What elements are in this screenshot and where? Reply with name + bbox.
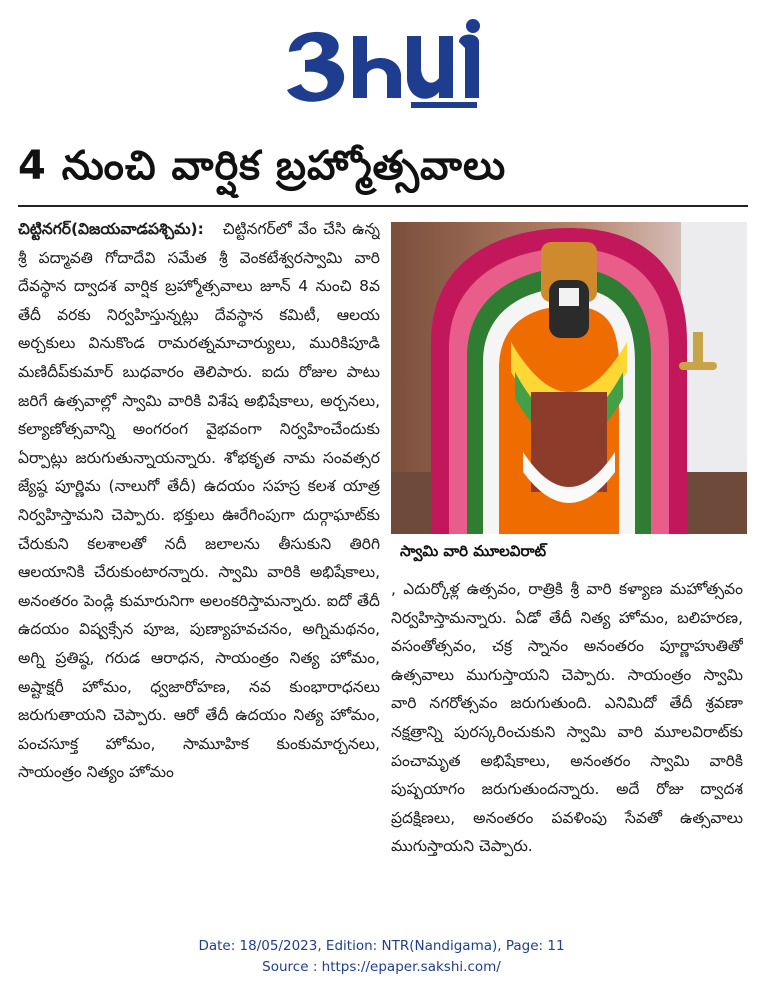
deity-photo-illustration (391, 222, 747, 534)
article-body-right-text: , ఎదుర్కోళ్ల ఉత్సవం, రాత్రికి శ్రీ వారి కళ్యాణ మహోత్సవం నిర్వహిస్తామన్నారు. ఏడో తేదీ నిత్య హోమం, బలిహరణ, వసంతోత్సవం, చక్ర స్నానం అనంతరం పూర్ణాహుతితో ఉత్సవాలు ముగుస్తాయని చెప్పారు. సాయంత్రం స్వామి వారి నగరోత్సవం జరుగుతుంది. ఎనిమిదో తేదీ శ్రవణా నక్షత్రాన్ని పురస్కరించుకుని స్వామి వారి మూలవిరాట్‌కు పంచామృత అభిషేకాలు, అనంతరం స్వామి వారికి పుష్పయాగం జరుగుతుందన్నారు. అదే రోజు ద్వాదశ ప్రదక్షిణలు, అనంతరం పవళింపు సేవతో ఉత్సవాలు ముగుస్తాయని చెప్పారు. (391, 580, 743, 856)
headline-divider (18, 205, 748, 207)
footer-source-link[interactable]: Source : https://epaper.sakshi.com/ (262, 959, 501, 975)
photo-caption: స్వామి వారి మూలవిరాట్ (400, 542, 547, 560)
sakshi-logo (283, 14, 483, 114)
article-body-right-column (391, 575, 743, 905)
article-body-left-text: చిట్టినగర్‌లో వేం చేసి ఉన్న శ్రీ పద్మావతి గోదాదేవి సమేత శ్రీ వెంకటేశ్వరస్వామి వారి దేవస్థాన ద్వాదశ వార్షిక బ్రహ్మోత్సవాలు జూన్ 4 నుంచి 8వ తేదీ వరకు నిర్వహిస్తున్నట్లు దేవస్థాన కమిటీ, ఆలయ అర్చకులు వినుకొండ రామరత్నమాచార్యులు, మురికిపూడి మణిదీప్‌కుమార్ బుధవారం తెలిపారు. ఐదు రోజుల పాటు జరిగే ఉత్సవాల్లో స్వామి వారికి విశేష అభిషేకాలు, అర్చనలు, కల్యాణోత్సవాన్ని అంగరంగ వైభవంగా నిర్వహించేందుకు ఏర్పాట్లు జరుగుతున్నాయన్నారు. శోభకృత నామ సంవత్సర జ్యేష్ఠ పూర్ణిమ (నాలుగో తేదీ) ఉదయం సహస్ర కలశ యాత్ర నిర్వహిస్తామని చెప్పారు. భక్తులు ఊరేగింపుగా దుర్గాఘాట్‌కు చేరుకుని కలశాలతో నదీ జలాలను తీసుకుని తిరిగి ఆలయానికి చేరుకుంటారన్నారు. స్వామి వారికి అభిషేకాలు, అనంతరం పెండ్లి కుమారునిగా అలంకరిస్తామన్నారు. ఐదో తేదీ ఉదయం విష్వక్సేన పూజ, పుణ్యాహవచనం, అగ్నిమథనం, అగ్ని ప్రతిష్ఠ, గరుడ ఆరాధన, సాయంత్రం నిత్య హోమం, అష్టాక్షరీ హోమం, ధ్వజారోహణ, నవ కుంభారాధనలు జరుగుతాయని చెప్పారు. ఆరో తేదీ ఉదయం నిత్య హోమం, పంచసూక్త హోమం, సామూహిక కుంకుమార్చనలు, సాయంత్రం నిత్యం హోమం (18, 220, 380, 782)
article-headline: 4 నుంచి వార్షిక బ్రహ్మోత్సవాలు (18, 143, 507, 189)
article-body-left-column (18, 215, 380, 905)
sakshi-logo-mark (283, 14, 483, 114)
deity-photo (391, 222, 747, 534)
source-footer (0, 936, 763, 978)
footer-date-edition: Date: 18/05/2023, Edition: NTR(Nandigama), Page: 11 (198, 938, 565, 954)
article-dateline: చిట్టినగర్(విజయవాడపశ్చిమ): (18, 220, 204, 238)
